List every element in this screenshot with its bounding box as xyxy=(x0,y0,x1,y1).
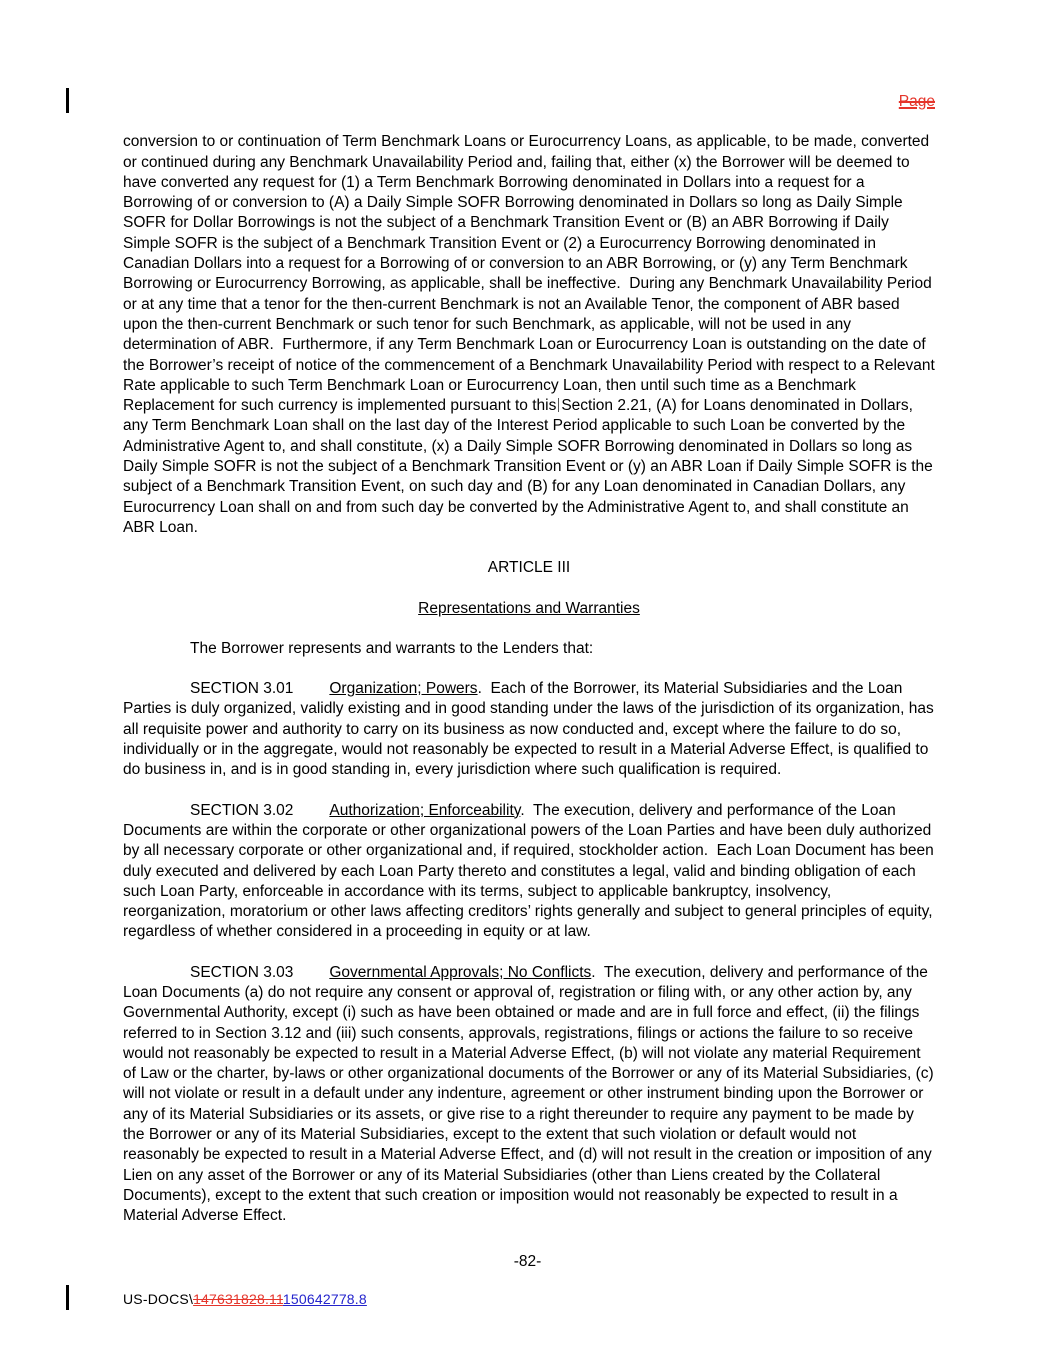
intro-paragraph: The Borrower represents and warrants to the Lenders that: xyxy=(190,639,594,657)
revision-anchor-mark xyxy=(558,398,559,412)
article-title-heading xyxy=(123,599,935,619)
section-3-03-paragraph xyxy=(123,963,938,1227)
section-3-01-number: SECTION 3.01 xyxy=(190,680,294,698)
deleted-page-label: Page xyxy=(898,93,935,110)
section-3-02-title: Authorization; Enforceability xyxy=(329,801,521,819)
section-3-03-body: . The execution, delivery and performance of the Loan Documents (a) do not require any consent or approval of, registration or filing with, or any other action by, any Governmental Authority, except (i) such as have been obtained or made and are in full force and effect, (ii) the filings referred to in Section 3.12 and (iii) such consents, approvals, registrations, filings or actions the failure to so receive would not reasonably be expected to result in a Material Adverse Effect, (b) will not violate any material Requirement of Law or the charter, by-laws or other organizational documents of the Borrower or any of its Material Subsidiaries, (c) will not violate or result in a default under any indenture, agreement or other instrument binding upon the Borrower or any of its Material Subsidiaries or its assets, or give rise to a right thereunder to require any payment to be made by the Borrower or any of its Material Subsidiaries, except to the extent that such violation or default would not reasonably be expected to result in a Material Adverse Effect, and (d) will not result in the creation or imposition of any Lien on any asset of the Borrower or any of its Material Subsidiaries (other than Liens created by the Collateral Documents), except to the extent that such creation or imposition would not reasonably be expected to result in a Material Adverse Effect. xyxy=(123,963,938,1225)
section-3-02-body: . The execution, delivery and performance of the Loan Documents are within the corporate or other organizational powers of the Loan Parties and have been duly authorized by all necessary corporate or other organizational and, if required, stockholder action. Each Loan Document has been duly executed and delivered by each Loan Party thereto and constitutes a legal, valid and binding obligation of each such Loan Party, enforceable in accordance with its terms, subject to applicable bankruptcy, insolvency, reorganization, moratorium or other laws affecting creditors’ rights generally and subject to general principles of equity, regardless of whether considered in a proceeding in equity or at law. xyxy=(123,801,939,941)
continuation-text-after: Section 2.21, (A) for Loans denominated in Dollars, any Term Benchmark Loan shall on the last day of the Interest Period applicable to such Loan be converted by the Administrative Agent to, and shall constitute, (x) a Daily Simple SOFR Borrowing denominated in Dollars so long as Daily Simple SOFR is not the subject of a Benchmark Transition Event or (y) an ABR Loan if Daily Simple SOFR is the subject of a Benchmark Transition Event, on such day and (B) for any Loan denominated in Canadian Dollars, any Eurocurrency Loan shall on and from such day be converted by the Administrative Agent to, and shall constitute an ABR Loan. xyxy=(123,397,938,536)
doc-id-prefix: US-DOCS\ xyxy=(123,1291,194,1307)
continuation-text-before: conversion to or continuation of Term Benchmark Loans or Eurocurrency Loans, as applicable, to be made, converted or continued during any Benchmark Unavailability Period and, failing that, either (x) the Borrower will be deemed to have converted any request for (1) a Term Benchmark Borrowing denominated in Dollars into a request for a Borrowing of or conversion to (A) a Daily Simple SOFR Borrowing denominated in Dollars so long as Daily Simple SOFR for Dollar Borrowings is not the subject of a Benchmark Transition Event or (B) an ABR Borrowing if Daily Simple SOFR is the subject of a Benchmark Transition Event or (2) a Eurocurrency Borrowing denominated in Canadian Dollars into a request for a Borrowing of or conversion to an ABR Borrowing, or (y) any Term Benchmark Borrowing or Eurocurrency Borrowing, as applicable, shall be ineffective. During any Benchmark Unavailability Period or at any time that a tenor for the then-current Benchmark is not an Available Tenor, the component of ABR based upon the then-current Benchmark or such tenor for such Benchmark, as applicable, will not be used in any determination of ABR. Furthermore, if any Term Benchmark Loan or Eurocurrency Loan is outstanding on the date of the Borrower’s receipt of notice of the commencement of a Benchmark Unavailability Period with respect to a Relevant Rate applicable to such Term Benchmark Loan or Eurocurrency Loan, then until such time as a Benchmark Replacement for such currency is implemented pursuant to this xyxy=(123,133,940,415)
doc-id-deleted-number: 147631828.11 xyxy=(193,1291,283,1307)
doc-id-inserted-number: 150642778.8 xyxy=(282,1291,367,1307)
document-id-footer xyxy=(123,1289,367,1309)
page-number: -82- xyxy=(513,1253,542,1270)
article-number-heading: ARTICLE III xyxy=(487,559,571,577)
section-3-01-title: Organization; Powers xyxy=(329,680,478,698)
section-3-01-paragraph xyxy=(123,679,939,780)
section-3-02-number: SECTION 3.02 xyxy=(190,801,294,819)
page-content xyxy=(123,92,940,1247)
article-title-text: Representations and Warranties xyxy=(418,599,640,617)
section-3-03-number: SECTION 3.03 xyxy=(190,963,294,981)
continuation-paragraph xyxy=(123,132,940,538)
section-3-02-paragraph xyxy=(123,801,939,943)
revision-change-bar-bottom xyxy=(66,1285,69,1310)
section-3-03-title: Governmental Approvals; No Conflicts xyxy=(329,963,592,981)
section-3-01-body: . Each of the Borrower, its Material Subsidiaries and the Loan Parties is duly organized, validly existing and in good standing under the laws of the jurisdiction of its organization, has all requisite power and authority to carry on its business as now conducted and, except where the failure to do so, individually or in the aggregate, would not reasonably be expected to result in a Material Adverse Effect, is qualified to do business in, and is in good standing in, every jurisdiction where such qualification is required. xyxy=(123,680,939,779)
page-header xyxy=(123,92,935,112)
revision-change-bar-top xyxy=(66,88,69,113)
